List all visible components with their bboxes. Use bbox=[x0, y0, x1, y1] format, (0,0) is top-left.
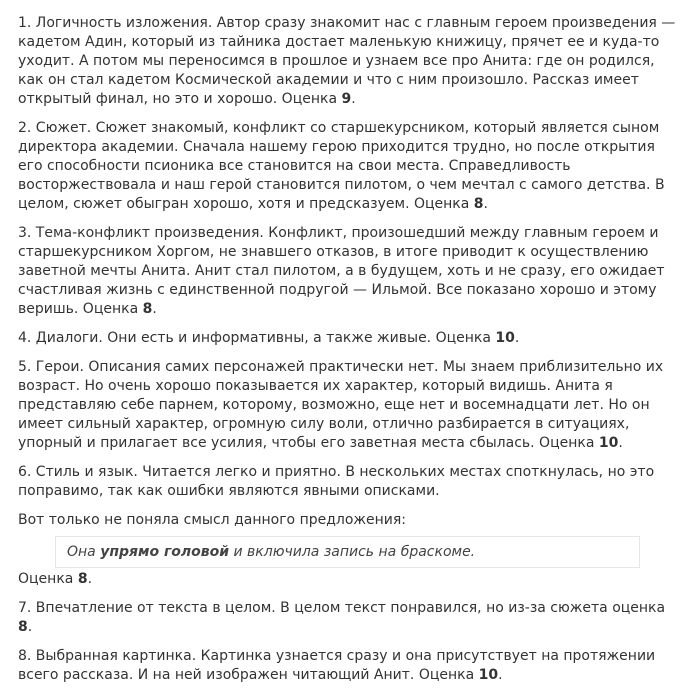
score-value: 8 bbox=[473, 196, 484, 212]
score-value: 10 bbox=[478, 667, 499, 683]
paragraph-logic: 1. Логичность изложения. Автор сразу знакомит нас с главным героем произведения — кадетом Адин, который из тайника достает маленькую книжицу, прячет ее и куда-то уходит. А потом мы переносимся в прошлое и узнаем все про Анита: где он родился, как он стал кадетом Космической академии и что с ним произошло. Рассказ имеет открытый финал, но это и хорошо. Оценка 9. bbox=[18, 15, 676, 107]
paragraph-text: 1. Логичность изложения. Автор сразу знакомит нас с главным героем произведения — кадетом Адин, который из тайника достает маленькую книжицу, прячет ее и куда-то уходит. А потом мы переносимся в прошлое и узнаем все про Анита: где он родился, как он стал кадетом Космической академии и что с ним произошло. Рассказ имеет открытый финал, но это и хорошо. Оценка bbox=[18, 15, 676, 107]
score-value: 8 bbox=[77, 571, 88, 587]
blockquote: Она упрямо головой и включила запись на браскоме. bbox=[55, 536, 640, 568]
score-value: 9 bbox=[341, 91, 352, 107]
paragraph-text: 6. Стиль и язык. Читается легко и приятно. В нескольких местах споткнулась, но это поправимо, так как ошибки являются явными описками. bbox=[18, 464, 655, 499]
paragraph-text: 7. Впечатление от текста в целом. В целом текст понравился, но из-за сюжета оценка bbox=[18, 600, 666, 616]
paragraph-question bbox=[18, 511, 682, 530]
paragraph-text: 8. Выбранная картинка. Картинка узнается сразу и она присутствует на протяжении всего рассказа. И на ней изображен читающий Анит. Оценка bbox=[18, 648, 656, 683]
score-value: 10 bbox=[495, 330, 515, 346]
paragraph-impression: 7. Впечатление от текста в целом. В целом текст понравился, но из-за сюжета оценка 8. bbox=[18, 600, 666, 635]
quote-bold: упрямо головой bbox=[100, 544, 230, 560]
score-value: 8 bbox=[142, 301, 153, 317]
paragraph-text: 2. Сюжет. Сюжет знакомый, конфликт со старшекурсником, который является сыном директора академии. Сначала нашему герою приходится трудно, но после открытия его способности псионика все становится на свои места. Справедливость восторжествовала и наш герой становится пилотом, о чем мечтал с самого детства. В целом, сюжет обыгран хорошо, хотя и предсказуем. Оценка bbox=[18, 120, 665, 212]
paragraph-conflict: 3. Тема-конфликт произведения. Конфликт, произошедший между главным героем и старшекурсником Хоргом, не знавшего отказов, в итоге приводит к осуществлению заветной мечты Анита. Анит стал пилотом, а в будущем, хоть и не сразу, его ожидает счастливая жизнь с единственной подругой — Ильмой. Все показано хорошо и этому веришь. Оценка 8. bbox=[18, 225, 665, 317]
paragraph-text: 3. Тема-конфликт произведения. Конфликт, произошедший между главным героем и старшекурсником Хоргом, не знавшего отказов, в итоге приводит к осуществлению заветной мечты Анита. Анит стал пилотом, а в будущем, хоть и не сразу, его ожидает счастливая жизнь с единственной подругой — Ильмой. Все показано хорошо и этому веришь. Оценка bbox=[18, 225, 665, 317]
paragraph-text: 5. Герои. Описания самих персонажей практически нет. Мы знаем приблизительно их возраст. Но очень хорошо показывается их характер, который видишь. Анита я представляю себе парнем, которому, возможно, еще нет и восемнадцати лет. Но он имеет сильный характер, огромную силу воли, отлично разбирается в ситуациях, упорный и прилагает все усилия, чтобы его заветная места сбылась. Оценка bbox=[18, 359, 664, 451]
review-content bbox=[18, 14, 682, 695]
paragraph-heroes: 5. Герои. Описания самих персонажей практически нет. Мы знаем приблизительно их возраст. Но очень хорошо показывается их характер, который видишь. Анита я представляю себе парнем, которому, возможно, еще нет и восемнадцати лет. Но он имеет сильный характер, огромную силу воли, отлично разбирается в ситуациях, упорный и прилагает все усилия, чтобы его заветная места сбылась. Оценка 10. bbox=[18, 359, 664, 451]
paragraph-text: 4. Диалоги. Они есть и информативны, а также живые. Оценка bbox=[18, 330, 496, 346]
paragraph-style bbox=[18, 463, 682, 501]
paragraph-dialogues: 4. Диалоги. Они есть и информативны, а также живые. Оценка 10. bbox=[18, 330, 520, 346]
paragraph-plot: 2. Сюжет. Сюжет знакомый, конфликт со старшекурсником, который является сыном директора академии. Сначала нашему герою приходится трудно, но после открытия его способности псионика все становится на свои места. Справедливость восторжествовала и наш герой становится пилотом, о чем мечтал с самого детства. В целом, сюжет обыгран хорошо, хотя и предсказуем. Оценка 8. bbox=[18, 120, 665, 212]
paragraph-style-score: Оценка 8. bbox=[18, 571, 93, 587]
score-value: 8 bbox=[18, 619, 28, 635]
paragraph-text: Вот только не поняла смысл данного предложения: bbox=[18, 512, 407, 528]
paragraph-picture: 8. Выбранная картинка. Картинка узнается сразу и она присутствует на протяжении всего рассказа. И на ней изображен читающий Анит. Оценка 10. bbox=[18, 648, 656, 683]
score-value: 10 bbox=[598, 435, 619, 451]
